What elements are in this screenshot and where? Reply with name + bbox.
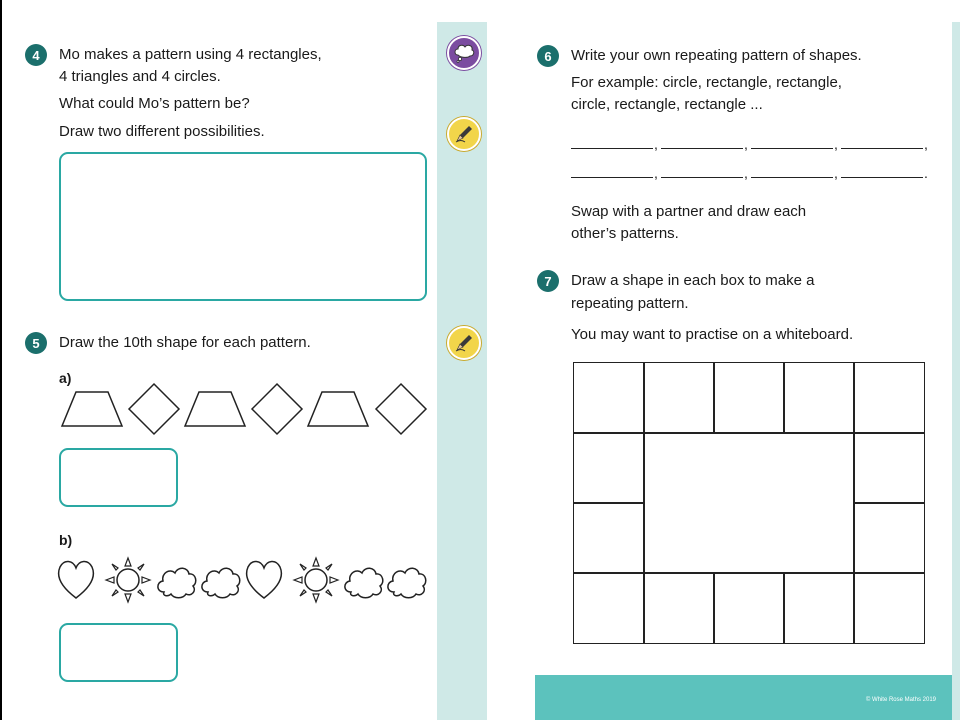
grid-box[interactable] [573,502,645,574]
q5b-answer-box[interactable] [59,623,178,682]
sun-shape [294,558,338,602]
q6-example-line1: For example: circle, rectangle, rectangle, [571,74,842,91]
answer-line[interactable] [841,148,923,149]
cloud-shape [388,568,426,598]
pencil-icon [447,326,481,360]
q7-text-line2: repeating pattern. [571,295,689,312]
q4-answer-box[interactable] [59,152,427,301]
cloud-shape [158,568,196,598]
question-4-number: 4 [25,44,47,66]
full-stop: . [924,165,928,181]
grid-box[interactable] [783,572,855,644]
pattern-a [58,382,433,438]
comma: , [834,136,838,152]
grid-box[interactable] [713,362,785,434]
answer-line[interactable] [661,177,743,178]
q6-example-line2: circle, rectangle, rectangle ... [571,96,763,113]
copyright-text: © White Rose Maths 2019 [865,697,936,703]
q4-instruction: Draw two different possibilities. [59,123,265,140]
diamond-shape [376,384,426,434]
thought-bubble-icon [447,36,481,70]
answer-line[interactable] [841,177,923,178]
sun-shape [106,558,150,602]
q6-swap-line2: other’s patterns. [571,225,679,242]
q6-swap-line1: Swap with a partner and draw each [571,203,807,220]
trapezium-shape [62,392,122,426]
trapezium-shape [308,392,368,426]
comma: , [654,165,658,181]
answer-line[interactable] [571,148,653,149]
q5-instruction: Draw the 10th shape for each pattern. [59,334,311,351]
answer-line[interactable] [751,148,833,149]
comma: , [744,165,748,181]
footer-bar [535,675,952,720]
answer-line[interactable] [751,177,833,178]
question-5-number: 5 [25,332,47,354]
diamond-shape [129,384,179,434]
q7-text-line1: Draw a shape in each box to make a [571,272,815,289]
comma: , [654,136,658,152]
q5-part-a-label: a) [59,370,72,386]
heart-shape [59,561,94,598]
trapezium-shape [185,392,245,426]
cloud-shape [202,568,240,598]
grid-box[interactable] [853,502,925,574]
q4-text-line1: Mo makes a pattern using 4 rectangles, [59,46,322,63]
answer-line[interactable] [571,177,653,178]
comma: , [924,136,928,152]
grid-box[interactable] [573,432,645,504]
grid-centre-area [643,432,855,574]
q4-question: What could Mo’s pattern be? [59,95,250,112]
comma: , [834,165,838,181]
q7-practise: You may want to practise on a whiteboard. [571,326,854,343]
grid-box[interactable] [643,572,715,644]
cloud-shape [345,568,383,598]
pattern-b [56,552,432,608]
diamond-shape [252,384,302,434]
comma: , [744,136,748,152]
question-7-number: 7 [537,270,559,292]
q4-text-line2: 4 triangles and 4 circles. [59,68,221,85]
q6-text-line1: Write your own repeating pattern of shapes. [571,47,862,64]
pencil-icon [447,117,481,151]
grid-box[interactable] [573,362,645,434]
answer-line[interactable] [661,148,743,149]
grid-box[interactable] [783,362,855,434]
grid-box[interactable] [853,362,925,434]
grid-box[interactable] [853,572,925,644]
question-6-number: 6 [537,45,559,67]
grid-box[interactable] [853,432,925,504]
q5a-answer-box[interactable] [59,448,178,507]
q5-part-b-label: b) [59,532,73,548]
grid-box[interactable] [573,572,645,644]
grid-box[interactable] [643,362,715,434]
page-edge-strip [952,22,960,720]
grid-box[interactable] [713,572,785,644]
heart-shape [247,561,282,598]
